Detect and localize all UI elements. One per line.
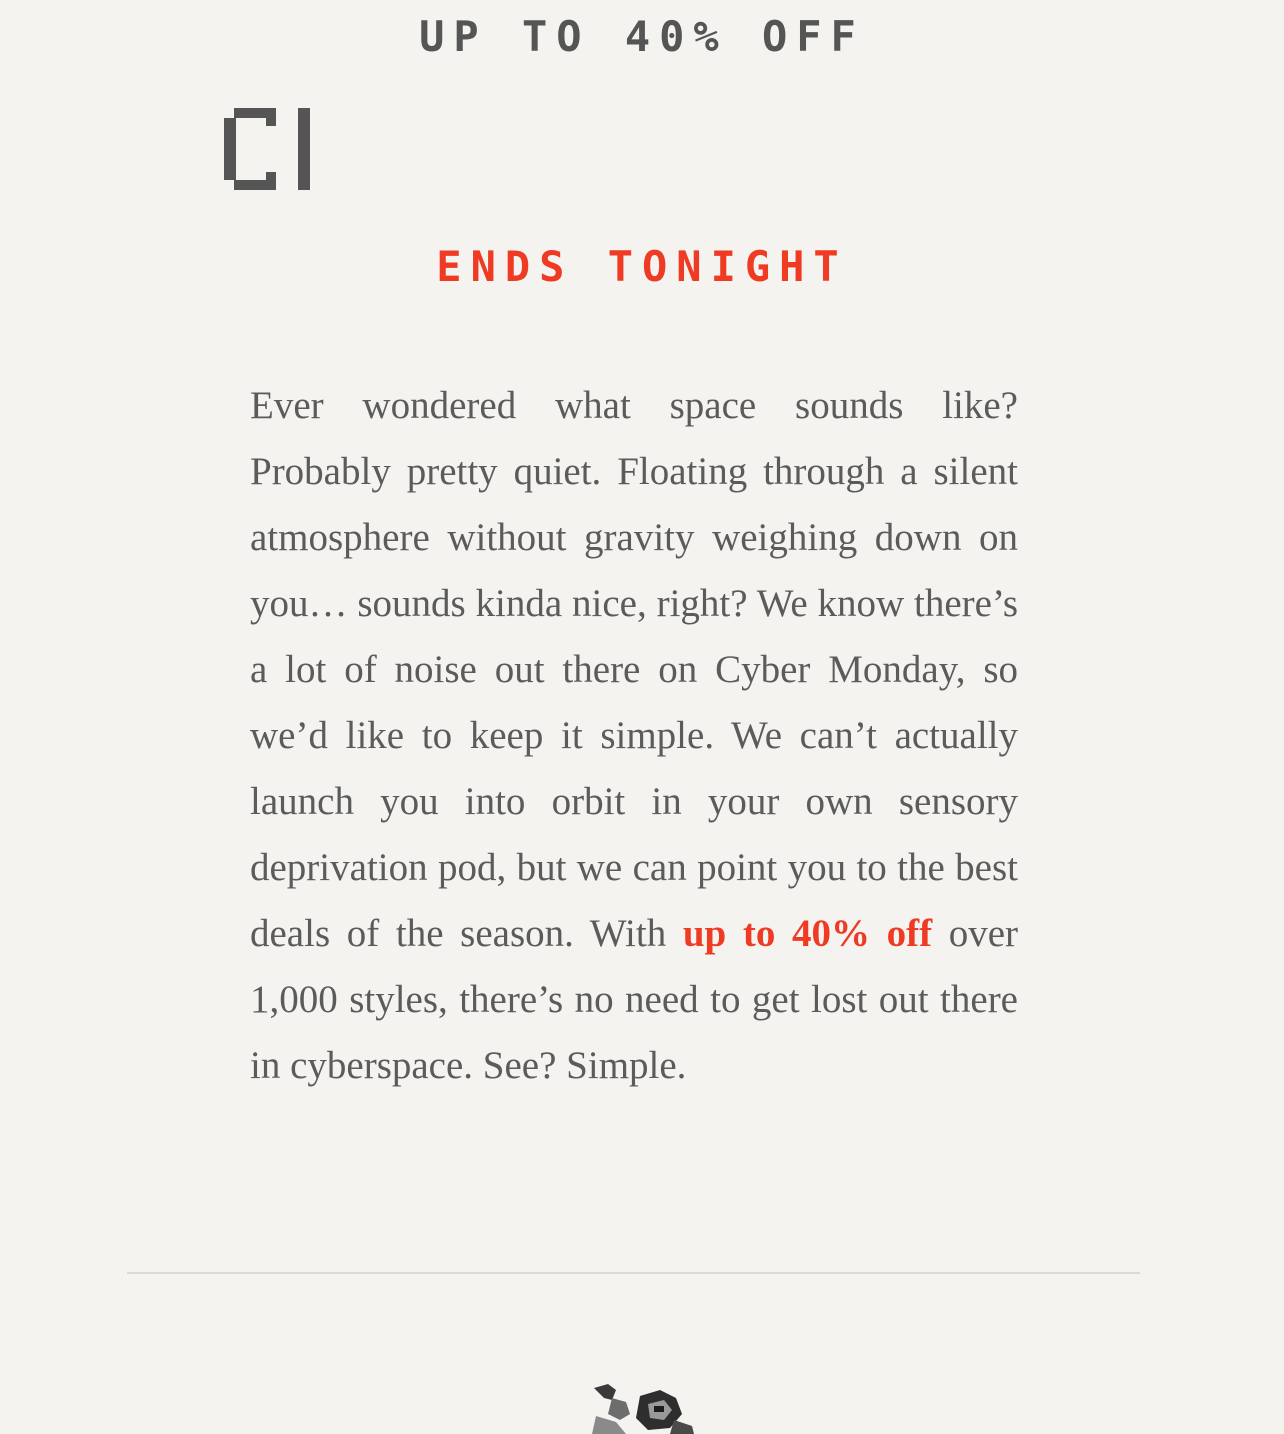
ends-tonight-label: ENDS TONIGHT — [436, 242, 848, 291]
astronaut-figure-image — [586, 1380, 698, 1434]
discount-highlight: up to 40% off — [682, 912, 933, 955]
brand-logo-glyph — [224, 108, 324, 190]
promo-headline: UP TO 40% OFF — [419, 12, 865, 61]
brand-logo[interactable] — [224, 108, 324, 190]
body-outro-text: over 1,000 styles, there’s no need to get lost out there in cyberspace. See? Simple. — [250, 912, 1018, 1087]
body-intro-text: Ever wondered what space sounds like? Probably pretty quiet. Floating through a silent atmosphere without gravity weighing down on you… sounds kinda nice, right? We know there’s a lot of noise out there on Cyber Monday, so we’d like to keep it simple. We can’t actually launch you into orbit in your own sensory deprivation pod, but we can point you to the best deals of the season. With — [250, 384, 1018, 955]
section-divider — [127, 1272, 1140, 1274]
body-paragraph — [250, 373, 1018, 1099]
